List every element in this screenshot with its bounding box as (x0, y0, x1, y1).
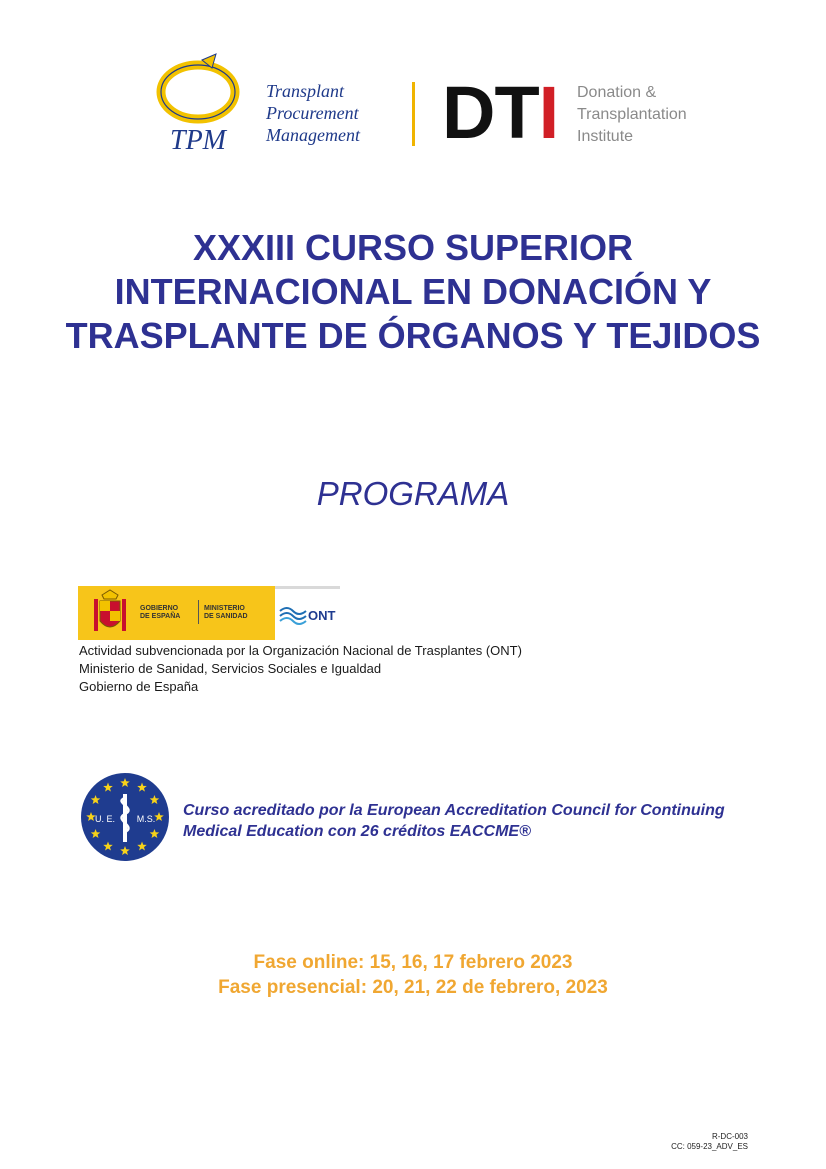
ont-logo (277, 603, 339, 627)
notice-line: Gobierno de España (79, 679, 199, 694)
document-code: R-DC-003 (711, 1132, 748, 1141)
dti-logo: DTI (442, 71, 559, 154)
ministerio-label: MINISTERIO DE SANIDAD (204, 605, 248, 620)
government-notice (79, 642, 522, 696)
tpm-name-line: Transplant (266, 81, 345, 101)
tpm-name-line: Procurement (266, 103, 359, 123)
accreditation-line: Medical Education con 26 créditos EACCME® (183, 823, 531, 840)
footer-codes (671, 1132, 748, 1152)
document-subtitle: PROGRAMA (316, 475, 510, 512)
seal-text-left: U. E. (94, 814, 116, 824)
ont-panel (275, 586, 340, 640)
course-dates (60, 950, 766, 1000)
accreditation-line: Curso acreditado por la European Accreditation Council for Continuing (183, 802, 725, 819)
notice-line: Actividad subvencionada por la Organización Nacional de Trasplantes (ONT) (79, 643, 522, 658)
coat-of-arms-icon (90, 589, 130, 637)
seal-text-right: M.S. (136, 814, 156, 824)
dti-name (577, 82, 687, 148)
gov-separator (198, 600, 199, 624)
uems-seal-icon (80, 772, 170, 862)
gov-yellow-panel (78, 586, 275, 640)
government-banner (78, 586, 340, 640)
course-code: CC: 059-23_ADV_ES (671, 1142, 748, 1151)
dti-name-line: Donation & (577, 84, 657, 101)
accreditation-text (183, 800, 783, 842)
dti-name-line: Institute (577, 128, 634, 145)
dti-name-line: Transplantation (577, 106, 687, 123)
tpm-logo (152, 52, 244, 156)
notice-line: Ministerio de Sanidad, Servicios Sociales e Igualdad (79, 661, 382, 676)
tpm-name (266, 80, 360, 146)
gobierno-label: GOBIERNO DE ESPAÑA (140, 605, 181, 620)
document-title: XXXIII CURSO SUPERIOR INTERNACIONAL EN DONACIÓN Y TRASPLANTE DE ÓRGANOS Y TEJIDOS (65, 227, 761, 356)
tpm-logo-text: TPM (170, 125, 226, 156)
ont-logo-text: ONT (308, 608, 336, 623)
date-line-presencial: Fase presencial: 20, 21, 22 de febrero, 2023 (218, 977, 608, 998)
dti-divider (412, 82, 415, 146)
date-line-online: Fase online: 15, 16, 17 febrero 2023 (253, 952, 573, 973)
tpm-name-line: Management (266, 125, 360, 145)
